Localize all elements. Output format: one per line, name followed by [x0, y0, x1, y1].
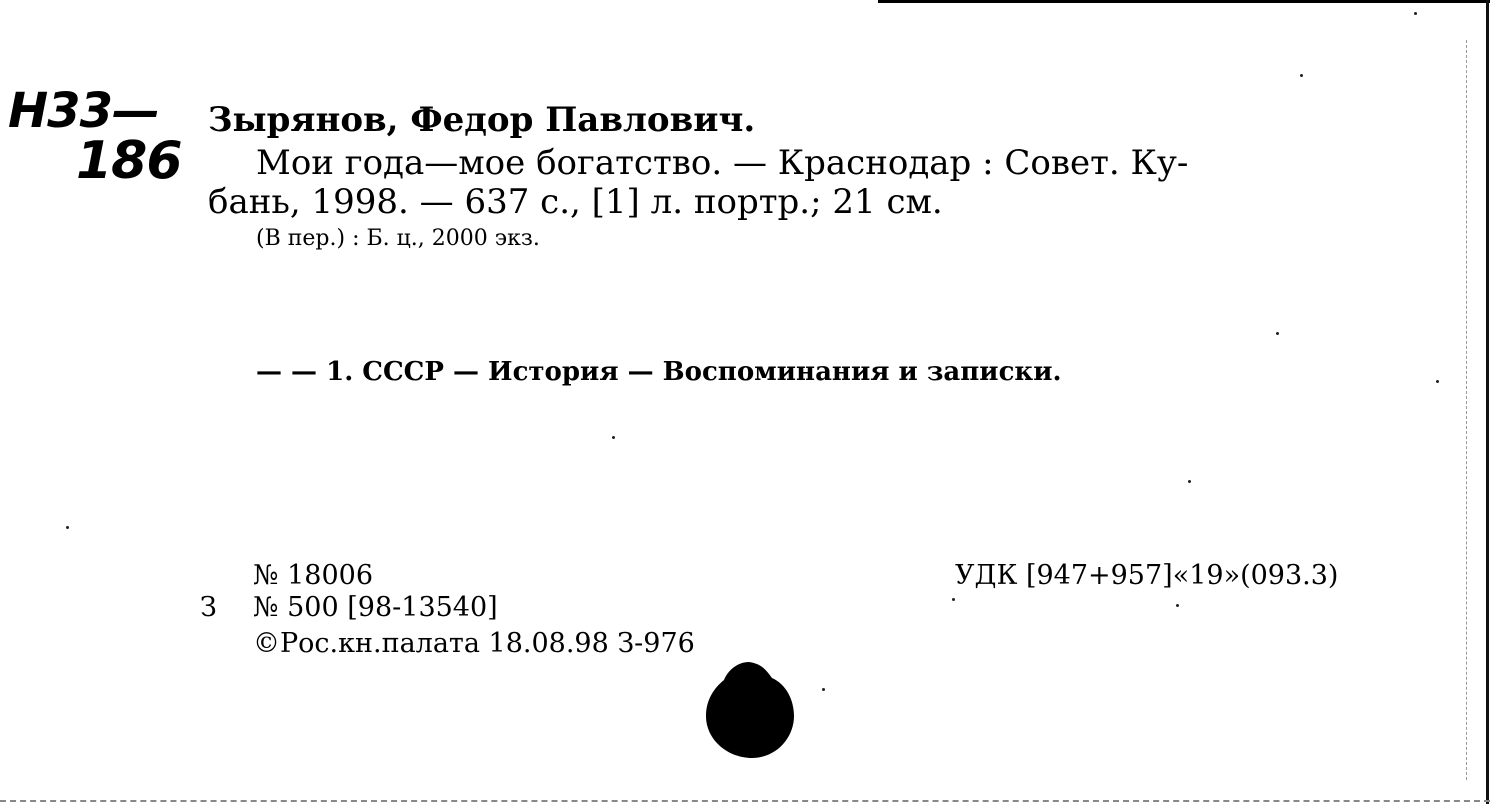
record-number-2: № 500 [98-13540]	[253, 592, 498, 623]
subject-heading: — — 1. СССР — История — Воспоминания и записки.	[256, 357, 1062, 387]
title-line-1: Мои года—мое богатство. — Краснодар : Совет. Ку-	[256, 143, 1189, 183]
scan-edge-right-inner	[1466, 40, 1468, 780]
scan-speck	[952, 598, 955, 601]
binding-price-run: (В пер.) : Б. ц., 2000 экз.	[256, 226, 540, 251]
call-number-line2: 186	[76, 131, 182, 191]
scan-speck	[1188, 480, 1191, 483]
scan-speck	[1300, 74, 1303, 77]
scan-speck	[1414, 12, 1417, 15]
scan-speck	[612, 436, 615, 439]
scan-speck	[66, 526, 69, 529]
punch-hole-blot	[702, 660, 796, 760]
scan-speck	[1276, 332, 1279, 335]
scan-edge-bottom	[0, 800, 1490, 804]
scan-speck	[1436, 380, 1439, 383]
record-number-1: № 18006	[253, 560, 374, 591]
scan-speck	[1176, 604, 1179, 607]
scan-speck	[822, 688, 825, 691]
author-heading: Зырянов, Федор Павлович.	[208, 100, 756, 140]
copyright-line: ©Рос.кн.палата 18.08.98 З-976	[253, 628, 695, 659]
record-letter: З	[200, 592, 217, 623]
scan-edge-right	[1486, 0, 1489, 804]
udk-classification: УДК [947+957]«19»(093.3)	[955, 560, 1339, 591]
call-number-line1: Н33—	[8, 83, 159, 139]
title-line-2: бань, 1998. — 637 с., [1] л. портр.; 21 см.	[208, 182, 943, 222]
scan-edge-top	[878, 0, 1490, 3]
handwritten-call-number	[8, 83, 198, 191]
